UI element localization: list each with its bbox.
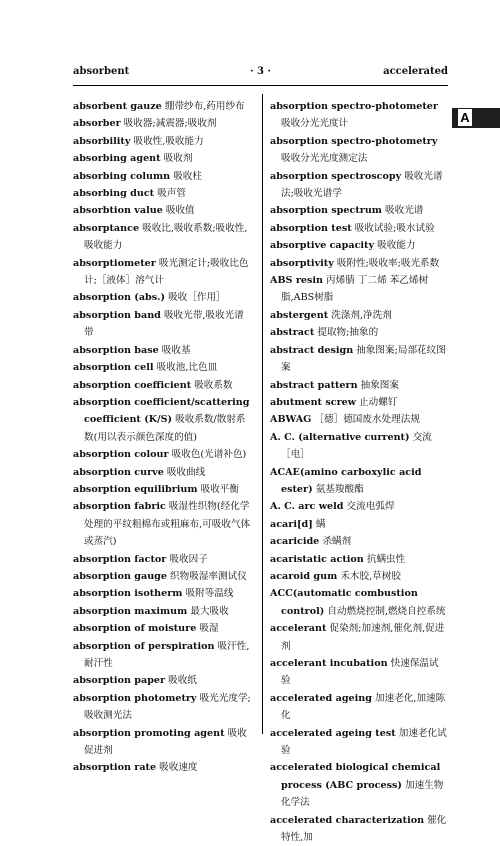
dictionary-entry xyxy=(73,568,251,585)
entry-definition: 杀螨剂 xyxy=(319,536,352,548)
entry-definition: 提取物;抽象的 xyxy=(314,327,379,339)
entry-definition: 吸收试验;吸水试验 xyxy=(351,222,435,234)
entry-headword: absorbing column xyxy=(73,170,171,182)
dictionary-entry xyxy=(73,446,251,463)
entry-definition: 织物吸湿率测试仪 xyxy=(167,570,247,582)
dictionary-entry xyxy=(73,464,251,481)
entry-headword: absorptance xyxy=(73,222,140,234)
dictionary-entry xyxy=(270,516,448,533)
dictionary-entry xyxy=(270,551,448,568)
entry-definition: 吸湿 xyxy=(196,623,219,635)
dictionary-entry xyxy=(73,638,251,673)
entry-definition: 交流电弧焊 xyxy=(343,501,395,513)
entry-headword: absorber xyxy=(73,118,121,130)
thumb-index-letter: A xyxy=(458,109,472,126)
dictionary-entry xyxy=(270,342,448,377)
entry-headword: ACAE(amino carboxylic acid ester) xyxy=(270,466,422,495)
entry-definition: 吸附性;吸收率;吸光系数 xyxy=(333,257,440,269)
entry-definition: 吸收分光光度计 xyxy=(281,118,349,130)
entry-definition: 吸声管 xyxy=(154,188,186,200)
dictionary-entry xyxy=(73,220,251,255)
entry-definition: 自动燃烧控制,燃烧自控系统 xyxy=(324,605,446,617)
entry-headword: absorption gauge xyxy=(73,570,167,582)
entry-headword: absorption coefficient/scattering coefficient (K/S) xyxy=(73,396,250,426)
entry-headword: absorptiometer xyxy=(73,257,156,269)
dictionary-entry xyxy=(73,690,251,725)
entry-definition: 吸收柱 xyxy=(170,170,202,182)
entry-definition: 吸收系数/散射系数(用以表示颜色深度的值) xyxy=(84,414,246,443)
dictionary-entry xyxy=(73,98,251,115)
entry-headword: absorption spectro-photometer xyxy=(270,101,438,112)
entry-headword: absorption paper xyxy=(73,675,166,687)
entry-definition: 催化特性,加 xyxy=(281,814,447,844)
entry-headword: absorption test xyxy=(270,222,352,234)
entry-headword: absorptive capacity xyxy=(270,240,375,252)
dictionary-entry xyxy=(270,568,448,585)
header-rule xyxy=(73,85,448,86)
entry-definition: 螨 xyxy=(312,518,326,530)
dictionary-entry xyxy=(270,255,448,272)
left-column xyxy=(73,98,251,777)
dictionary-entry xyxy=(270,585,448,620)
entry-definition: 吸收基 xyxy=(158,344,191,356)
dictionary-entry xyxy=(270,202,448,219)
entry-definition: 洗涤剂,净洗剂 xyxy=(328,309,392,321)
entry-headword: absorbent gauze xyxy=(73,101,162,112)
dictionary-entry xyxy=(73,255,251,290)
dictionary-entry xyxy=(270,394,448,411)
entry-definition: 吸收性,吸收能力 xyxy=(130,135,204,147)
entry-definition: ［德］德国废水处理法规 xyxy=(311,414,420,426)
entry-definition: 加速生物化学法 xyxy=(281,779,444,809)
entry-headword: absorbing agent xyxy=(73,153,161,165)
header-right-guideword: accelerated xyxy=(383,66,448,77)
entry-definition: 吸收促进剂 xyxy=(84,727,247,757)
entry-headword: absorption equilibrium xyxy=(73,483,198,495)
dictionary-entry xyxy=(270,377,448,394)
entry-definition: 抽象图案;局部花纹图案 xyxy=(281,344,446,374)
entry-headword: acaristatic action xyxy=(270,553,364,565)
entry-headword: abstract pattern xyxy=(270,379,358,391)
entry-headword: absorption spectroscopy xyxy=(270,170,402,182)
entry-headword: absorption maximum xyxy=(73,605,188,617)
entry-definition: 吸收分光光度测定法 xyxy=(281,153,368,165)
entry-headword: ABWAG xyxy=(270,414,312,426)
entry-headword: absorbtion value xyxy=(73,205,163,217)
entry-headword: absorption band xyxy=(73,309,161,321)
entry-headword: absorption coefficient xyxy=(73,379,192,391)
entry-definition: 吸收器;减震器;吸收剂 xyxy=(120,118,217,130)
entry-definition: 吸收光谱 xyxy=(381,205,424,217)
dictionary-entry xyxy=(270,690,448,725)
entry-definition: 促染剂;加速剂,催化剂,促进剂 xyxy=(281,623,445,652)
dictionary-entry xyxy=(270,237,448,254)
dictionary-entry xyxy=(73,759,251,776)
entry-headword: absorption of moisture xyxy=(73,623,197,635)
entry-headword: acari[d] xyxy=(270,518,313,530)
entry-definition: 吸收色(光谱补色) xyxy=(168,449,247,461)
entry-headword: accelerant xyxy=(270,623,327,635)
dictionary-entry xyxy=(73,342,251,359)
entry-headword: absorption spectro-photometry xyxy=(270,135,438,147)
dictionary-entry xyxy=(270,168,448,203)
dictionary-entry xyxy=(73,133,251,150)
entry-definition: 吸收剂 xyxy=(160,153,193,165)
entry-headword: accelerated ageing test xyxy=(270,727,396,739)
column-divider xyxy=(262,94,263,734)
dictionary-entry xyxy=(270,272,448,307)
dictionary-entry xyxy=(270,429,448,464)
dictionary-entry xyxy=(73,307,251,342)
entry-headword: accelerant incubation xyxy=(270,658,388,669)
dictionary-entry xyxy=(73,150,251,167)
entry-headword: absorption photometry xyxy=(73,692,197,704)
dictionary-entry xyxy=(270,812,448,846)
entry-headword: abutment screw xyxy=(270,396,356,408)
entry-headword: ABS resin xyxy=(270,275,323,287)
dictionary-entry xyxy=(270,655,448,690)
dictionary-entry xyxy=(73,115,251,132)
entry-definition: 吸光光度学;吸收测光法 xyxy=(84,692,251,722)
entry-definition: 吸收光谱法;吸收光谱学 xyxy=(281,170,443,200)
entry-definition: 吸附等温线 xyxy=(182,588,234,600)
entry-definition: 吸湿性织物(经化学处理的平纹粗棉布或粗麻布,可吸收气体或蒸汽) xyxy=(84,501,251,548)
entry-definition: 吸收系数 xyxy=(191,379,233,391)
entry-headword: absorption cell xyxy=(73,362,154,374)
dictionary-entry xyxy=(73,481,251,498)
entry-definition: 抽象图案 xyxy=(357,379,399,391)
dictionary-entry xyxy=(73,672,251,689)
entry-headword: abstergent xyxy=(270,309,329,321)
entry-definition: 吸收平衡 xyxy=(197,483,239,495)
entry-headword: acaricide xyxy=(270,536,320,548)
dictionary-entry xyxy=(73,725,251,760)
entry-headword: accelerated characterization xyxy=(270,814,425,826)
dictionary-entry xyxy=(270,498,448,515)
entry-definition: 加速老化,加速陈化 xyxy=(281,692,446,722)
entry-headword: absorption spectrum xyxy=(270,205,382,217)
dictionary-entry xyxy=(270,98,448,133)
dictionary-entry xyxy=(270,133,448,168)
dictionary-entry xyxy=(73,359,251,376)
entry-headword: absorption (abs.) xyxy=(73,292,166,304)
entry-definition: 吸收值 xyxy=(162,205,195,217)
entry-headword: absorption colour xyxy=(73,449,169,461)
entry-headword: absorbility xyxy=(73,135,131,147)
dictionary-entry xyxy=(73,289,251,306)
entry-definition: 吸收能力 xyxy=(374,240,416,252)
entry-headword: accelerated ageing xyxy=(270,692,372,704)
dictionary-entry xyxy=(270,307,448,324)
entry-headword: absorption fabric xyxy=(73,501,166,513)
dictionary-entry xyxy=(270,620,448,655)
entry-definition: 禾木胶,草树胶 xyxy=(337,570,401,582)
entry-headword: absorptivity xyxy=(270,257,334,269)
dictionary-entry xyxy=(270,411,448,428)
entry-definition: 止动螺钉 xyxy=(356,396,398,408)
entry-definition: 吸汗性,耐汗性 xyxy=(84,640,250,669)
entry-definition: 吸光测定计;吸收比色计;［液体］溶气计 xyxy=(84,257,249,287)
entry-headword: abstract xyxy=(270,327,315,339)
dictionary-entry xyxy=(73,620,251,637)
dictionary-entry xyxy=(73,551,251,568)
dictionary-entry xyxy=(270,324,448,341)
dictionary-entry xyxy=(73,168,251,185)
header-left-guideword: absorbent xyxy=(73,66,130,77)
entry-definition: 丙烯腈 丁二烯 苯乙烯树脂,ABS树脂 xyxy=(281,275,429,304)
dictionary-entry xyxy=(270,725,448,760)
entry-headword: absorption isotherm xyxy=(73,588,183,600)
entry-headword: accelerated biological chemical process (ABC process) xyxy=(270,762,441,791)
dictionary-entry xyxy=(73,498,251,550)
entry-definition: 快速保温试验 xyxy=(281,658,439,687)
entry-definition: 加速老化试验 xyxy=(281,727,447,757)
entry-headword: absorbing duct xyxy=(73,188,155,200)
entry-definition: 吸收速度 xyxy=(156,762,198,774)
dictionary-entry xyxy=(270,533,448,550)
entry-definition: 吸收池,比色皿 xyxy=(153,362,218,374)
dictionary-entry xyxy=(73,185,251,202)
dictionary-entry xyxy=(73,585,251,602)
entry-headword: absorption curve xyxy=(73,466,164,478)
entry-definition: 氨基羧酸酯 xyxy=(312,483,364,495)
dictionary-entry xyxy=(73,603,251,620)
entry-definition: 吸收曲线 xyxy=(163,466,206,478)
dictionary-entry xyxy=(270,220,448,237)
entry-headword: absorption rate xyxy=(73,762,157,774)
running-header xyxy=(73,66,448,80)
entry-headword: ACC(automatic combustion control) xyxy=(270,588,418,617)
entry-definition: 最大吸收 xyxy=(187,605,229,617)
entry-definition: 交流［电］ xyxy=(281,431,432,461)
entry-definition: 吸收纸 xyxy=(165,675,197,687)
thumb-index-tab xyxy=(452,108,500,128)
dictionary-entry xyxy=(73,202,251,219)
entry-definition: 绷带纱布,药用纱布 xyxy=(161,101,245,112)
right-column xyxy=(270,98,448,846)
entry-headword: A. C. (alternative current) xyxy=(270,431,410,443)
entry-headword: absorption of perspiration xyxy=(73,640,215,652)
entry-headword: absorption promoting agent xyxy=(73,727,225,739)
entry-headword: abstract design xyxy=(270,344,354,356)
entry-definition: 抗螨虫性 xyxy=(363,553,406,565)
entry-headword: A. C. arc weld xyxy=(270,501,344,513)
entry-definition: 吸收因子 xyxy=(166,553,208,565)
dictionary-entry xyxy=(270,464,448,499)
entry-definition: 吸收［作用］ xyxy=(165,292,226,304)
entry-headword: absorption base xyxy=(73,344,159,356)
entry-headword: acaroid gum xyxy=(270,570,338,582)
page-number: · 3 · xyxy=(250,66,271,77)
entry-definition: 吸收比,吸收系数;吸收性,吸收能力 xyxy=(84,222,248,252)
dictionary-entry xyxy=(73,377,251,394)
entry-headword: absorption factor xyxy=(73,553,167,565)
entry-definition: 吸收光带,吸收光谱带 xyxy=(84,309,244,339)
dictionary-entry xyxy=(73,394,251,446)
dictionary-entry xyxy=(270,759,448,811)
